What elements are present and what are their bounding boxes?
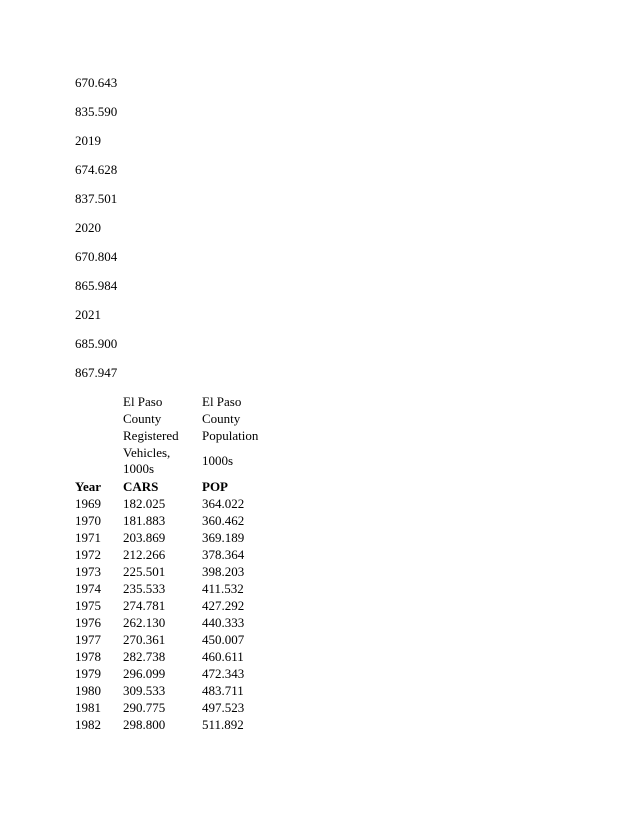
header-cell: El Paso	[123, 393, 163, 409]
table-cell: 378.364	[202, 546, 245, 562]
table-cell: 1970	[75, 512, 101, 528]
table-cell: 235.533	[123, 580, 166, 596]
table-cell: 1971	[75, 529, 101, 545]
list-item: 670.643	[75, 75, 118, 90]
table-cell: 181.883	[123, 512, 166, 528]
list-item: 2020	[75, 220, 101, 235]
column-code-cars: CARS	[123, 478, 159, 494]
table-cell: 290.775	[123, 699, 166, 715]
header-cell	[70, 427, 118, 444]
table-cell: 262.130	[123, 614, 166, 630]
table-cell: 483.711	[202, 682, 244, 698]
table-cell: 1969	[75, 495, 101, 511]
table-row	[70, 665, 277, 682]
table-cell: 1978	[75, 648, 101, 664]
table-cell: 1982	[75, 716, 101, 732]
table-cell: 270.361	[123, 631, 166, 647]
table-cell: 1973	[75, 563, 101, 579]
table-cell: 360.462	[202, 512, 245, 528]
table-row	[70, 495, 277, 512]
column-code-pop: POP	[202, 478, 228, 494]
table-cell: 427.292	[202, 597, 245, 613]
table-cell: 369.189	[202, 529, 245, 545]
list-item: 865.984	[75, 278, 118, 293]
table-cell: 411.532	[202, 580, 244, 596]
table-header-row	[70, 444, 277, 478]
table-cell: 1974	[75, 580, 101, 596]
list-item: 837.501	[75, 191, 118, 206]
list-item: 670.804	[75, 249, 118, 264]
list-item: 2021	[75, 307, 101, 322]
table-row	[70, 580, 277, 597]
table-row	[70, 529, 277, 546]
table-code-row	[70, 478, 277, 495]
header-cell: 1000s	[202, 453, 234, 468]
header-cell: Vehicles, 1000s	[123, 445, 171, 476]
table-header-row	[70, 427, 277, 444]
table-row	[70, 631, 277, 648]
table-row	[70, 546, 277, 563]
table-row	[70, 699, 277, 716]
table-cell: 274.781	[123, 597, 166, 613]
header-cell: County	[202, 410, 241, 426]
table-row	[70, 716, 277, 733]
table-cell: 182.025	[123, 495, 166, 511]
column-code-year: Year	[75, 478, 101, 494]
table-cell: 1980	[75, 682, 101, 698]
table-cell: 450.007	[202, 631, 245, 647]
table-cell: 460.611	[202, 648, 244, 664]
header-cell	[70, 410, 118, 427]
table-cell: 309.533	[123, 682, 166, 698]
header-cell: El Paso	[202, 393, 242, 409]
table-row	[70, 682, 277, 699]
table-row	[70, 597, 277, 614]
table-cell: 1981	[75, 699, 101, 715]
table-cell: 1977	[75, 631, 101, 647]
table-cell: 203.869	[123, 529, 166, 545]
table-header-row	[70, 410, 277, 427]
table-cell: 398.203	[202, 563, 245, 579]
table-cell: 212.266	[123, 546, 166, 562]
list-item: 867.947	[75, 365, 118, 380]
list-item: 674.628	[75, 162, 118, 177]
table-cell: 296.099	[123, 665, 166, 681]
table-cell: 472.343	[202, 665, 245, 681]
table-header-row	[70, 393, 277, 410]
header-cell: Population	[202, 427, 259, 443]
table-row	[70, 648, 277, 665]
header-cell: Registered	[123, 427, 179, 443]
table-cell: 511.892	[202, 716, 244, 732]
list-item: 835.590	[75, 104, 118, 119]
data-table	[70, 393, 277, 733]
table-cell: 282.738	[123, 648, 166, 664]
table-cell: 497.523	[202, 699, 245, 715]
table-row	[70, 512, 277, 529]
table-cell: 1976	[75, 614, 101, 630]
table-cell: 440.333	[202, 614, 245, 630]
table-row	[70, 614, 277, 631]
table-cell: 1972	[75, 546, 101, 562]
header-cell: County	[123, 410, 162, 426]
table-cell: 364.022	[202, 495, 245, 511]
table-row	[70, 563, 277, 580]
list-item: 685.900	[75, 336, 118, 351]
table-body	[70, 495, 277, 733]
table-cell: 1979	[75, 665, 101, 681]
value-list	[75, 74, 117, 393]
table-cell: 225.501	[123, 563, 166, 579]
header-cell	[70, 393, 118, 410]
table-cell: 1975	[75, 597, 101, 613]
table-cell: 298.800	[123, 716, 166, 732]
list-item: 2019	[75, 133, 101, 148]
header-cell	[70, 444, 118, 478]
